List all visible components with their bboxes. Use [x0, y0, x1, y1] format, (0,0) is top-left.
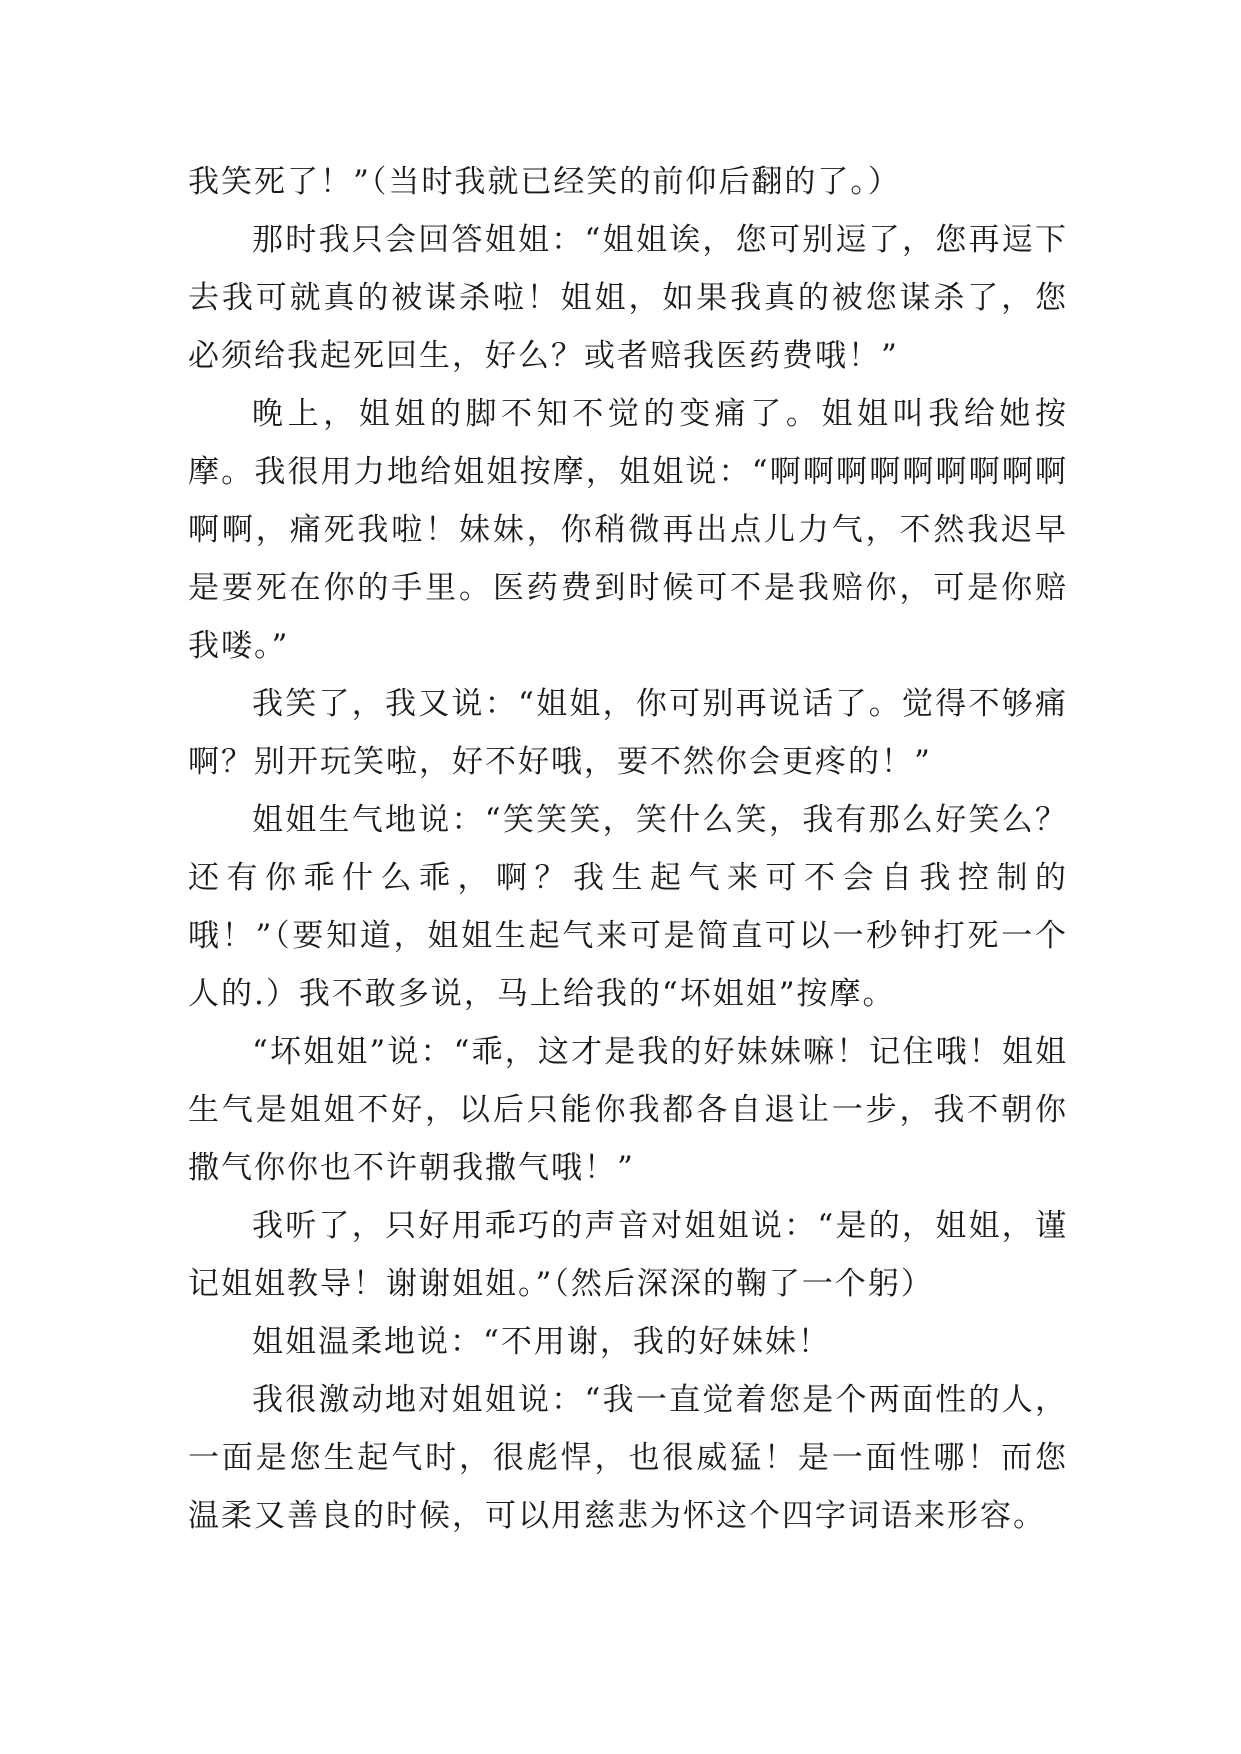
paragraph-5: 姐姐生气地说：“笑笑笑，笑什么笑，我有那么好笑么？还有你乖什么乖，啊？我生起气来可不会自我控制的哦！”（要知道，姐姐生起气来可是简直可以一秒钟打死一个人的.）我不敢多说，马上给我的“坏姐姐”按摩。 — [188, 802, 1068, 1012]
paragraph-1: 我笑死了！”（当时我就已经笑的前仰后翻的了。） — [188, 164, 901, 200]
paragraph-8: 姐姐温柔地说：“不用谢，我的好妹妹！ — [252, 1324, 831, 1360]
paragraph-7: 我听了，只好用乖巧的声音对姐姐说：“是的，姐姐，谨记姐姐教导！谢谢姐姐。”（然后深深的鞠了一个躬） — [188, 1208, 1068, 1302]
paragraph-2: 那时我只会回答姐姐：“姐姐诶，您可别逗了，您再逗下去我可就真的被谋杀啦！姐姐，如果我真的被您谋杀了，您必须给我起死回生，好么？或者赔我医药费哦！” — [188, 222, 1068, 374]
paragraph-4: 我笑了，我又说：“姐姐，你可别再说话了。觉得不够痛啊？别开玩笑啦，好不好哦，要不然你会更疼的！” — [188, 686, 1068, 780]
paragraph-9: 我很激动地对姐姐说：“我一直觉着您是个两面性的人，一面是您生起气时，很彪悍，也很威猛！是一面性哪！而您温柔又善良的时候，可以用慈悲为怀这个四字词语来形容。 — [188, 1382, 1068, 1534]
paragraph-6: “坏姐姐”说：“乖，这才是我的好妹妹嘛！记住哦！姐姐生气是姐姐不好，以后只能你我都各自退让一步，我不朝你撒气你你也不许朝我撒气哦！” — [188, 1034, 1068, 1186]
document-body — [188, 153, 1068, 1545]
paragraph-3: 晚上，姐姐的脚不知不觉的变痛了。姐姐叫我给她按摩。我很用力地给姐姐按摩，姐姐说：“啊啊啊啊啊啊啊啊啊啊啊，痛死我啦！妹妹，你稍微再出点儿力气，不然我迟早是要死在你的手里。医药费到时候可不是我赔你，可是你赔我喽。” — [188, 396, 1068, 664]
